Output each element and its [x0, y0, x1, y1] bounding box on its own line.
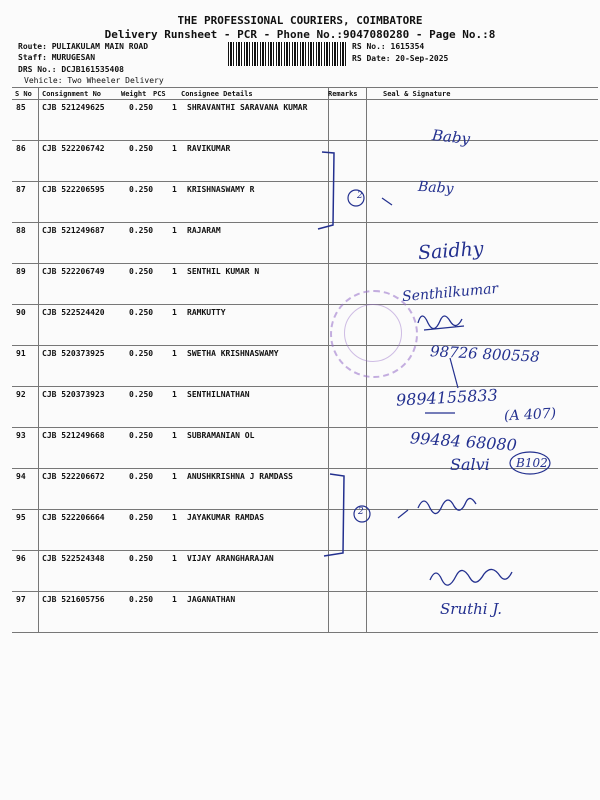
pcs: 1 [172, 267, 177, 276]
signature: Saidhy [417, 237, 485, 265]
pcs: 1 [172, 308, 177, 317]
consignment-no: CJB 521605756 [42, 595, 105, 604]
signature: Sruthi J. [440, 600, 502, 618]
consignment-no: CJB 522206664 [42, 513, 105, 522]
sno: 92 [16, 390, 26, 399]
weight: 0.250 [129, 226, 154, 235]
col-remarks: Remarks [328, 90, 358, 98]
pcs: 1 [172, 513, 177, 522]
weight: 0.250 [129, 349, 154, 358]
sno: 91 [16, 349, 26, 358]
weight: 0.250 [129, 554, 154, 563]
weight: 0.250 [129, 513, 154, 522]
consignment-no: CJB 522206595 [42, 185, 105, 194]
sno: 89 [16, 267, 26, 276]
pcs: 1 [172, 226, 177, 235]
consignee: JAGANATHAN [187, 595, 236, 604]
pcs: 1 [172, 595, 177, 604]
consignee: SENTHIL KUMAR N [187, 267, 260, 276]
pcs: 1 [172, 390, 177, 399]
staff: Staff: MURUGESAN [18, 53, 96, 62]
consignee: RAJARAM [187, 226, 221, 235]
consignment-no: CJB 522524348 [42, 554, 105, 563]
pcs: 1 [172, 431, 177, 440]
handwritten-phone: 9894155833 [395, 385, 499, 410]
sno: 90 [16, 308, 26, 317]
consignment-no: CJB 522206749 [42, 267, 105, 276]
consignment-no: CJB 522206742 [42, 144, 105, 153]
pcs: 1 [172, 349, 177, 358]
consignment-no: CJB 521249625 [42, 103, 105, 112]
consignee: SENTHILNATHAN [187, 390, 250, 399]
consignee: RAMKUTTY [187, 308, 226, 317]
pcs: 1 [172, 185, 177, 194]
weight: 0.250 [129, 103, 154, 112]
handwritten-phone: 99484 68080 [409, 428, 518, 455]
consignment-no: CJB 521249687 [42, 226, 105, 235]
consignee: SUBRAMANIAN OL [187, 431, 255, 440]
weight: 0.250 [129, 308, 154, 317]
company-title: THE PROFESSIONAL COURIERS, COIMBATORE [177, 14, 423, 27]
signature: Baby [417, 178, 455, 198]
pcs: 1 [172, 144, 177, 153]
consignee: SWETHA KRISHNASWAMY [187, 349, 279, 358]
weight: 0.250 [129, 595, 154, 604]
sno: 87 [16, 185, 26, 194]
signature: Senthilkumar [401, 280, 499, 306]
signature-scribble [418, 316, 464, 330]
signature: Baby [431, 126, 471, 148]
consignment-no: CJB 521249668 [42, 431, 105, 440]
sno: 97 [16, 595, 26, 604]
handwritten-flat: (A 407) [503, 405, 557, 425]
remark-mark: 2 [358, 507, 364, 517]
sno: 96 [16, 554, 26, 563]
signature-scribble [418, 498, 476, 513]
signature-scribble [430, 569, 512, 585]
sno: 86 [16, 144, 26, 153]
handwritten-phone: 98726 800558 [429, 342, 541, 366]
consignment-no: CJB 520373923 [42, 390, 105, 399]
drs-number: DRS No.: DCJB161535408 [18, 65, 124, 74]
sno: 94 [16, 472, 26, 481]
consignment-no: CJB 520373925 [42, 349, 105, 358]
handwritten-flat: B102 [516, 456, 548, 470]
consignee: ANUSHKRISHNA J RAMDASS [187, 472, 293, 481]
signature: Salvi [450, 455, 490, 474]
weight: 0.250 [129, 472, 154, 481]
weight: 0.250 [129, 390, 154, 399]
remark-mark: 2 [357, 191, 363, 201]
pcs: 1 [172, 103, 177, 112]
weight: 0.250 [129, 267, 154, 276]
consignee: VIJAY ARANGHARAJAN [187, 554, 274, 563]
sno: 95 [16, 513, 26, 522]
col-weight: Weight [121, 90, 147, 98]
sno: 93 [16, 431, 26, 440]
vehicle: Vehicle: Two Wheeler Delivery [24, 76, 164, 85]
weight: 0.250 [129, 144, 154, 153]
weight: 0.250 [129, 431, 154, 440]
col-consignment: Consignment No [42, 90, 102, 98]
rs-date: RS Date: 20-Sep-2025 [352, 54, 449, 63]
consignee: RAVIKUMAR [187, 144, 231, 153]
route: Route: PULIAKULAM MAIN ROAD [18, 42, 149, 51]
weight: 0.250 [129, 185, 154, 194]
rs-number: RS No.: 1615354 [352, 42, 425, 51]
sno: 85 [16, 103, 26, 112]
col-consignee: Consignee Details [181, 90, 253, 98]
col-seal-signature: Seal & Signature [383, 90, 451, 98]
col-sno: S No [15, 90, 32, 98]
col-pcs: PCS [153, 90, 166, 98]
consignment-no: CJB 522206672 [42, 472, 105, 481]
sno: 88 [16, 226, 26, 235]
consignee: KRISHNASWAMY R [187, 185, 255, 194]
pcs: 1 [172, 472, 177, 481]
consignment-no: CJB 522524420 [42, 308, 105, 317]
runsheet-subtitle: Delivery Runsheet - PCR - Phone No.:9047080280 - Page No.:8 [104, 28, 496, 41]
consignee: SHRAVANTHI SARAVANA KUMAR [187, 103, 308, 112]
pcs: 1 [172, 554, 177, 563]
consignee: JAYAKUMAR RAMDAS [187, 513, 265, 522]
